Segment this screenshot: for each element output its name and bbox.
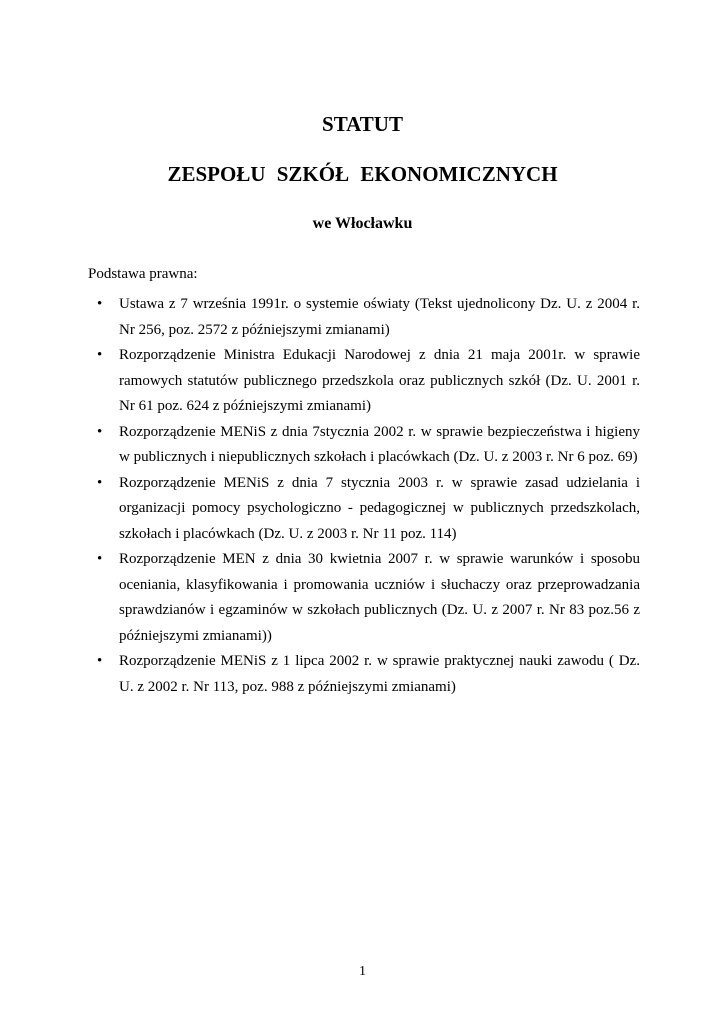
- legal-item-text: Rozporządzenie MENiS z dnia 7stycznia 2002 r. w sprawie bezpieczeństwa i higieny w publicznych i niepublicznych szkołach i placówkach (Dz. U. z 2003 r. Nr 6 poz. 69): [119, 423, 640, 465]
- bullet-icon: •: [97, 423, 103, 440]
- bullet-icon: •: [97, 347, 103, 363]
- legal-basis-label: Podstawa prawna:: [88, 266, 198, 282]
- bullet-icon: •: [97, 653, 103, 669]
- legal-item: [88, 292, 640, 343]
- bullet-icon: •: [97, 474, 103, 491]
- document-city: we Włocławku: [312, 215, 413, 232]
- page-number: 1: [359, 964, 366, 979]
- document-title: STATUT: [322, 112, 403, 136]
- legal-item: [88, 420, 640, 471]
- legal-item-text: Rozporządzenie MENiS z 1 lipca 2002 r. w sprawie praktycznej nauki zawodu ( Dz. U. z 2002 r. Nr 113, poz. 988 z późniejszymi zmianami): [119, 653, 640, 695]
- legal-item: [88, 649, 640, 700]
- legal-item: [88, 547, 640, 649]
- legal-item: [88, 343, 640, 420]
- legal-item-text: Rozporządzenie MENiS z dnia 7 stycznia 2003 r. w sprawie zasad udzielania i organizacji pomocy psychologiczno - pedagogicznej w publicznych przedszkolach, szkołach i placówkach (Dz. U. z 2003 r. Nr 11 poz. 114): [119, 474, 640, 542]
- legal-item: [88, 471, 640, 548]
- bullet-icon: •: [97, 296, 103, 312]
- legal-basis-list: [88, 292, 640, 700]
- legal-item-text: Rozporządzenie Ministra Edukacji Narodowej z dnia 21 maja 2001r. w sprawie ramowych statutów publicznego przedszkola oraz publicznych szkół (Dz. U. 2001 r. Nr 61 poz. 624 z późniejszymi zmianami): [119, 347, 640, 414]
- legal-item-text: Ustawa z 7 września 1991r. o systemie oświaty (Tekst ujednolicony Dz. U. z 2004 r. Nr 256, poz. 2572 z późniejszymi zmianami): [119, 296, 640, 338]
- document-subtitle: ZESPOŁU SZKÓŁ EKONOMICZNYCH: [167, 162, 558, 186]
- bullet-icon: •: [97, 551, 103, 567]
- legal-item-text: Rozporządzenie MEN z dnia 30 kwietnia 2007 r. w sprawie warunków i sposobu oceniania, klasyfikowania i promowania uczniów i słuchaczy oraz przeprowadzania sprawdzianów i egzaminów w szkołach publicznych (Dz. U. z 2007 r. Nr 83 poz.56 z późniejszymi zmianami)): [119, 551, 640, 644]
